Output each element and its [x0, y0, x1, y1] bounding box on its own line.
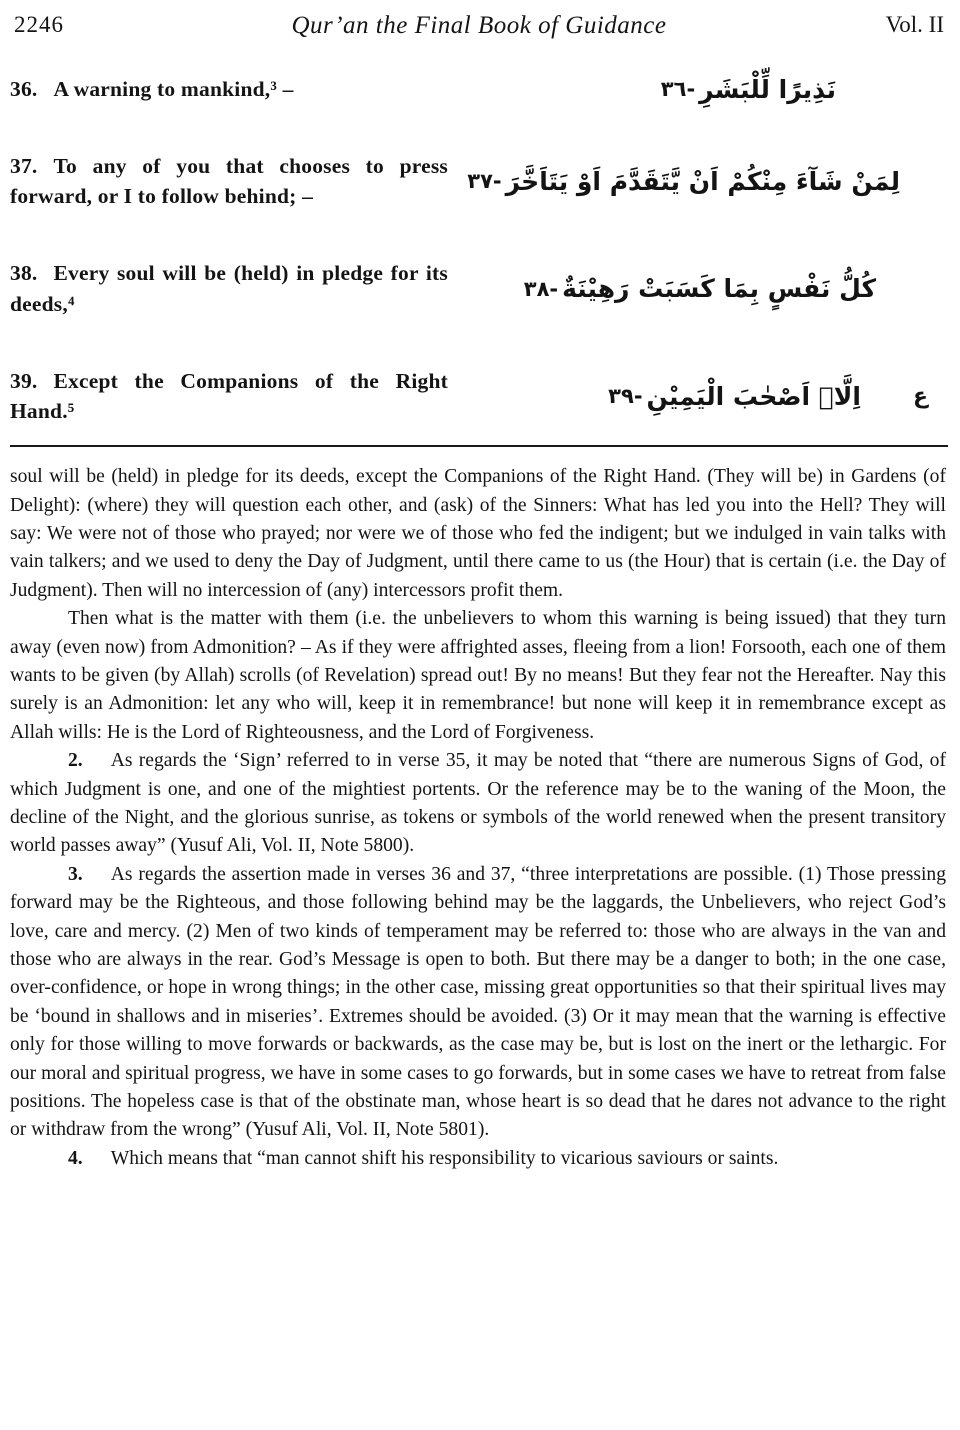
paragraph-text: As regards the assertion made in verses 36 and 37, “three interpretations are possible. (1) Those pressing forward may be the Righteous, and those following behind may be the laggards, the Unbelievers, who reject God’s love, care and mercy. (2) Men of two kinds of temperament may be referred to: those who are always in the van and those who are always in the rear. God’s Message is open to both. But there may be a danger to both; in the one case, over-confidence, or hope in wrong things; in the other case, missing great opportunities so that their spiritual lives may be ‘bound in shallows and in miseries’. Extremes should be avoided. (3) Or it may mean that the warning is effective only for those willing to move forwards or backwards, as the case may be, but is lost on the inert or the lethargic. For our moral and spiritual progress, we have in some cases to go forwards, but in some cases we have to retreat from false positions. The hopeless case is that of the obstinate man, whose heart is so dead that he dares not advance to the right or withdraw from the wrong” (Yusuf Ali, Vol. II, Note 5801). — [10, 863, 946, 1141]
note-number: 4. — [68, 1147, 83, 1169]
commentary-note-4 — [10, 1145, 946, 1173]
verse-36-english — [10, 74, 448, 105]
verse-row-39 — [10, 366, 948, 427]
commentary-paragraph-continuation — [10, 463, 946, 605]
verse-text: To any of you that chooses to press forward, or I to follow behind; – — [10, 153, 448, 209]
verse-number: 38. — [10, 261, 38, 286]
paragraph-text: Then what is the matter with them (i.e. the unbelievers to whom this warning is being issued) that they turn away (even now) from Admonition? – As if they were affrighted asses, fleeing from a lion! Forsooth, each one of them wants to be given (by Allah) scrolls (of Revelation) spread out! By no means! But they fear not the Hereafter. Nay this surely is an Admonition: let any who will, keep it in remembrance! but none will keep it in remembrance except as Allah wills: He is the Lord of Righteousness, and the Lord of Forgiveness. — [10, 608, 946, 743]
verse-39-english — [10, 366, 448, 427]
arabic-verse-number: ٣٧- — [467, 169, 502, 194]
verse-number: 36. — [10, 77, 38, 101]
verse-row-38 — [10, 258, 948, 319]
ruku-marker: ع — [912, 383, 928, 409]
verse-text: Except the Companions of the Right Hand.⁵ — [10, 368, 448, 424]
note-number: 3. — [68, 863, 83, 885]
section-divider — [10, 445, 948, 447]
page-number: 2246 — [14, 12, 64, 37]
arabic-verse-number: ٣٦- — [660, 77, 696, 102]
verse-number: 37. — [10, 153, 38, 178]
verse-number: 39. — [10, 368, 38, 393]
commentary-note-2 — [10, 747, 946, 861]
commentary-paragraph — [10, 605, 946, 747]
arabic-text: نَذِيرًا لِّلْبَشَرِ — [699, 74, 836, 104]
paragraph-text: Which means that “man cannot shift his responsibility to vicarious saviours or saints. — [110, 1147, 779, 1169]
note-number: 2. — [68, 750, 83, 772]
paragraph-text: As regards the ‘Sign’ referred to in verse 35, it may be noted that “there are numerous Signs of God, of which Judgment is one, and one of the mightiest portents. Or the reference may be to the waning of the Moon, the decline of the Night, and the glorious sunrise, as tokens or symbols of the world renewed when the present transitory world passes away” (Yusuf Ali, Vol. II, Note 5800). — [10, 750, 946, 857]
verse-37-english — [10, 151, 448, 212]
verse-text: Every soul will be (held) in pledge for its deeds,⁴ — [10, 261, 448, 316]
volume-label: Vol. II — [885, 12, 944, 37]
page-header — [10, 12, 948, 50]
arabic-verse-number: ٣٨- — [523, 276, 559, 301]
verse-text: A warning to mankind,³ – — [53, 77, 294, 101]
paragraph-text: soul will be (held) in pledge for its deeds, except the Companions of the Right Hand. (They will be) in Gardens (of Delight): (where) they will question each other, and (ask) of the Sinners: What has led you into the Hell? They will say: We were not of those who prayed; nor were we of those who fed the indigent; but we indulged in vain talks with vain talkers; and we used to deny the Day of Judgment, until there came to us (the Hour) that is certain (i.e. the Day of Judgment). Then will no intercession of (any) intercessors profit them. — [10, 466, 946, 601]
arabic-verse-number: ٣٩- — [608, 384, 643, 409]
verse-39-arabic — [608, 382, 928, 411]
verse-36-arabic — [661, 75, 836, 104]
arabic-text: كُلُّ نَفْسٍ بِمَا كَسَبَتْ رَهِيْنَةٌ — [562, 274, 876, 304]
verse-row-37 — [10, 151, 948, 212]
verse-38-english — [10, 258, 448, 319]
verse-37-arabic — [467, 167, 900, 196]
commentary-note-3 — [10, 861, 946, 1145]
verse-row-36 — [10, 74, 948, 105]
verses-section — [10, 50, 948, 427]
arabic-text: اِلَّاۤ اَصْحٰبَ الْيَمِيْنِ — [646, 381, 861, 411]
book-title: Qur’an the Final Book of Guidance — [291, 12, 667, 39]
commentary-section — [10, 463, 948, 1173]
verse-38-arabic — [524, 274, 876, 303]
arabic-text: لِمَنْ شَآءَ مِنْكُمْ اَنْ يَّتَقَدَّمَ اَوْ يَتَاَخَّرَ — [505, 166, 900, 196]
